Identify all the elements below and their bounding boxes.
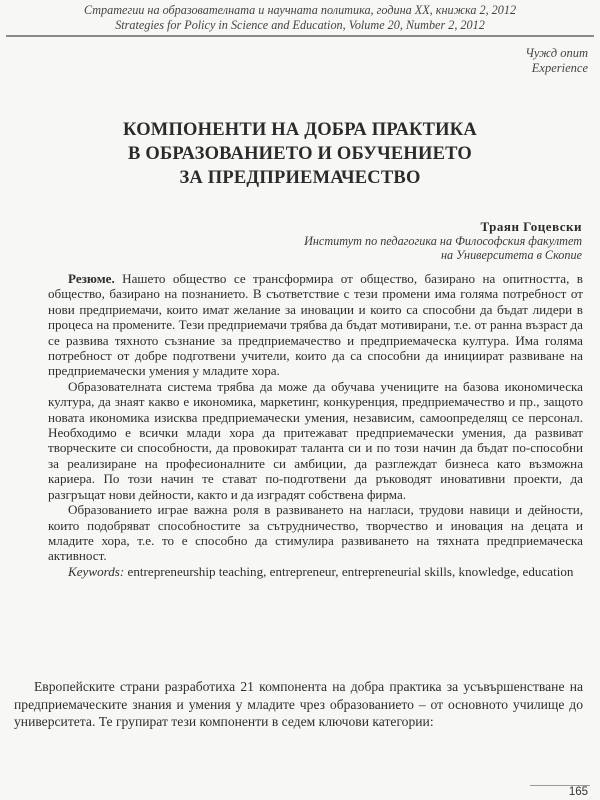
body-text (14, 678, 583, 731)
affiliation-line-1: Институт по педагогика на Философския факултет (304, 234, 582, 248)
section-label (525, 46, 588, 76)
page-number: 165 (568, 786, 588, 798)
article-title (0, 118, 600, 190)
abstract-label: Резюме. (68, 271, 115, 286)
affiliation-line-2: на Университета в Скопие (440, 248, 582, 262)
keywords-label: Keywords: (68, 563, 125, 579)
section-label-bg: Чужд опит (525, 46, 588, 60)
running-head (0, 3, 600, 33)
abstract-paragraph-3: Образованието играе важна роля в развиването на нагласи, трудови навици и дейности, които подобряват способностите за сътрудничество, творчество и иновация на децата и младите хора, т.е. то е способно да стимулира развиването на тяхната предприемаческа активност. (48, 502, 583, 564)
header-divider (6, 35, 594, 37)
running-head-bg: Стратегии на образователната и научната политика, година XX, книжка 2, 2012 (83, 3, 517, 17)
running-head-en: Strategies for Policy in Science and Education, Volume 20, Number 2, 2012 (115, 18, 485, 32)
author-name: Траян Гоцевски (480, 219, 582, 234)
section-label-en: Experience (531, 61, 588, 75)
abstract-paragraph-1 (48, 271, 583, 379)
title-line-2: В ОБРАЗОВАНИЕТО И ОБУЧЕНИЕТО (127, 144, 473, 164)
body-paragraph-1: Европейските страни разработиха 21 компонента на добра практика за усъвършенстване на предприемаческите знания и умения у младите чрез образованието – от основното училище до университета. Те групират тези компоненти в седем ключови категории: (14, 679, 583, 729)
abstract-text-1: Нашето общество се трансформира от общество, базирано на опитността, в общество, базирано на познанието. В съответствие с тези промени има голяма потребност от нови предприемачи, които имат желание за иновации и които са способни да бъдат лидери в процеса на промените. Тези предприемачи трябва да бъдат мотивирани, т.е. от ранна възраст да се развива тяхното съзнание за предприемачество и предприемаческа култура. Има голяма потребност от добре подготвени учители, които да са способни да инициират развиване на предприемачески умения у младите хора. (48, 271, 583, 379)
abstract (48, 271, 583, 579)
keywords-list: entrepreneurship teaching, entrepreneur, entrepreneurial skills, knowledge, education (124, 563, 574, 579)
abstract-paragraph-2: Образователната система трябва да може да обучава учениците на базова икономическа култура, да знаят какво е икономика, маркетинг, конкуренция, предприемачество и пр., защото новата икономика изисква предприемачески умения, независим, самоопределящ се персонал. Необходимо е всички млади хора да притежават предприемачески умения, да развиват творческите си способности, да провокират таланта си и по този начин да бъдат по-способни за реализиране на професионалните си амбиции, да разглеждат бизнеса като възможна кариера. По този начин те стават по-подготвени да ръководят иновативни проекти, да разгръщат нови дейности, както и да изградят собствена фирма. (48, 378, 583, 502)
title-line-3: ЗА ПРЕДПРИЕМАЧЕСТВО (179, 168, 421, 188)
author-affiliation (304, 234, 582, 262)
keywords (48, 564, 583, 579)
title-line-1: КОМПОНЕНТИ НА ДОБРА ПРАКТИКА (123, 120, 477, 140)
